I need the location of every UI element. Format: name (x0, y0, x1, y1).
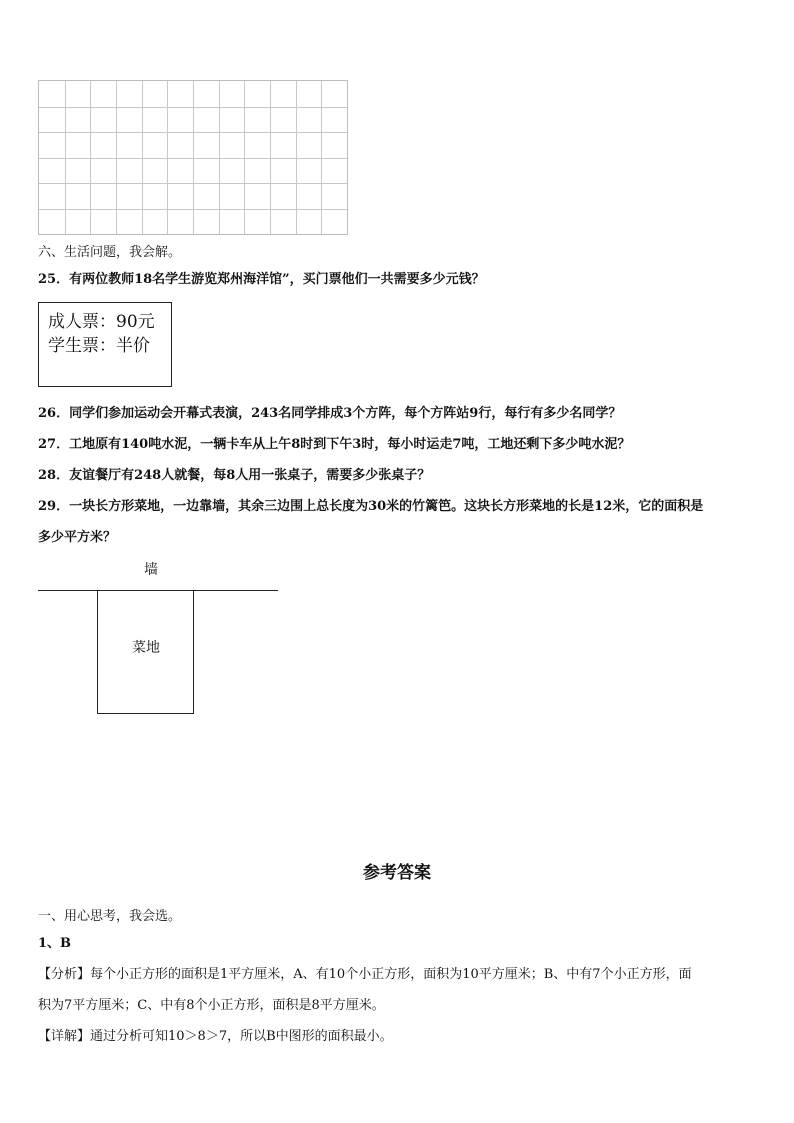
analysis-line2: 积为7平方厘米；C、中有8个小正方形，面积是8平方厘米。 (38, 998, 385, 1013)
question-25: 25．有两位教师18名学生游览郑州海洋馆”，买门票他们一共需要多少元钱？ (38, 272, 485, 287)
question-29-line1: 29．一块长方形菜地，一边靠墙，其余三边围上总长度为30米的竹篱笆。这块长方形菜地的长是12米，它的面积是 (38, 499, 704, 514)
answer-key-title: 参考答案 (363, 863, 431, 883)
square-grid (38, 80, 348, 235)
grid-line (39, 132, 347, 133)
question-26: 26．同学们参加运动会开幕式表演，243名同学排成3个方阵，每个方阵站9行，每行有多少名同学？ (38, 406, 622, 421)
adult-ticket-price: 成人票：90元 (48, 312, 155, 332)
grid-line (39, 158, 347, 159)
ticket-price-box (38, 302, 172, 387)
grid-line (39, 209, 347, 210)
answer-1: 1、B (38, 936, 72, 951)
grid-line (39, 183, 347, 184)
answer-section-one: 一、用心思考，我会选。 (38, 909, 182, 924)
analysis-line1: 【分析】每个小正方形的面积是1平方厘米，A、有10个小正方形，面积为10平方厘米；B、中有7个小正方形，面 (38, 967, 692, 982)
section-six-heading: 六、生活问题，我会解。 (38, 245, 182, 260)
question-28: 28．友谊餐厅有248人就餐，每8人用一张桌子，需要多少张桌子？ (38, 468, 431, 483)
wall-label: 墙 (144, 562, 158, 578)
student-ticket-price: 学生票：半价 (48, 336, 150, 356)
question-29-line2: 多少平方米？ (38, 530, 117, 545)
grid-line (39, 107, 347, 108)
question-27: 27．工地原有140吨水泥，一辆卡车从上午8时到下午3时，每小时运走7吨，工地还剩下多少吨水泥？ (38, 437, 631, 452)
vegetable-field-label: 菜地 (132, 640, 160, 656)
detail-explanation: 【详解】通过分析可知10＞8＞7，所以B中图形的面积最小。 (38, 1029, 393, 1044)
